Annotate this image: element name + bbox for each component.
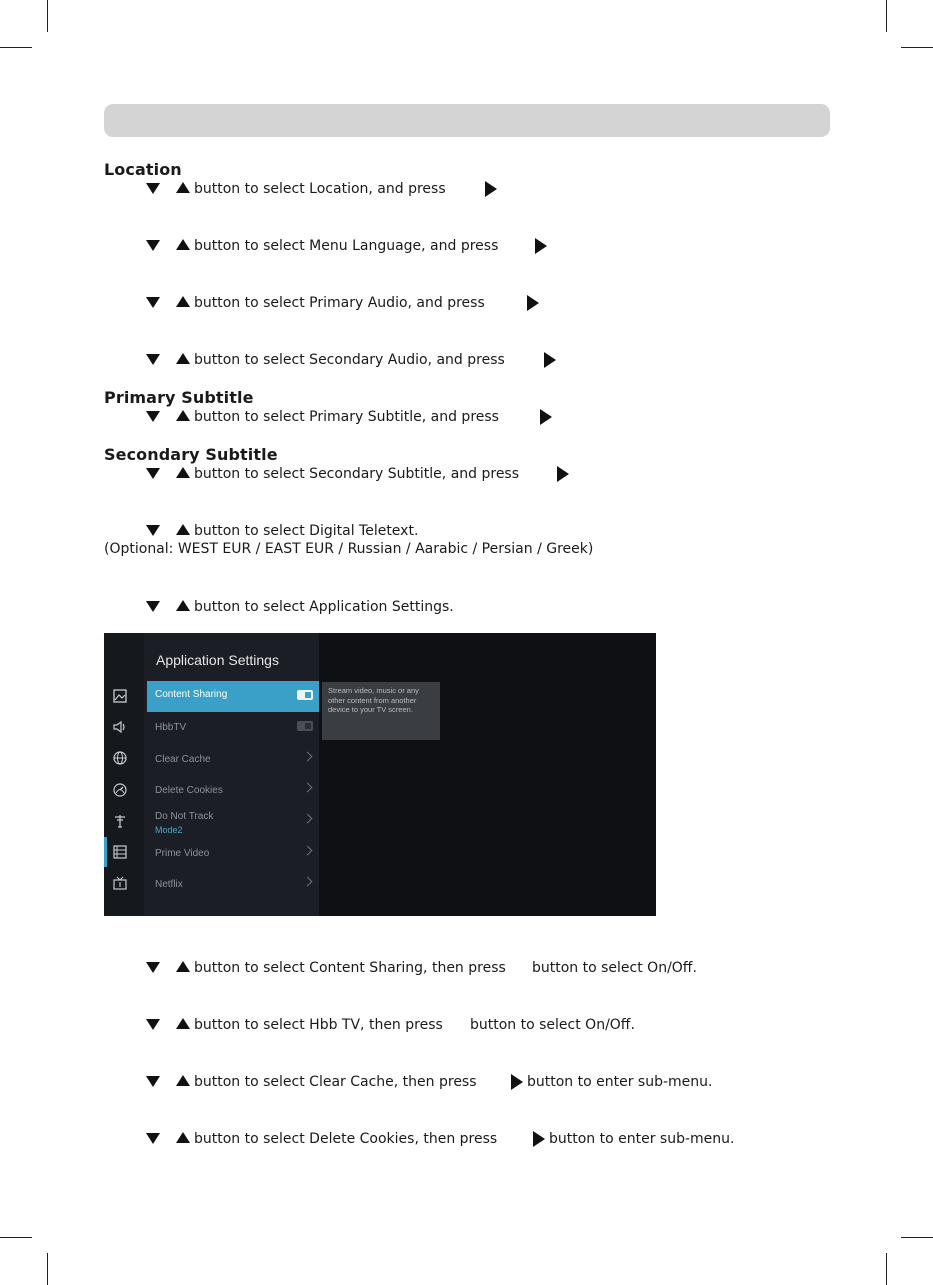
right-arrow-icon	[544, 352, 556, 368]
clear-cache-instruction: button to select Clear Cache, then press button to enter sub-menu.	[146, 1072, 477, 1092]
down-arrow-icon	[146, 1019, 160, 1030]
down-arrow-icon	[146, 601, 160, 612]
down-arrow-icon	[146, 411, 160, 422]
up-arrow-icon	[176, 182, 190, 193]
delete-cookies-instruction: button to select Delete Cookies, then press button to enter sub-menu.	[146, 1129, 497, 1149]
down-arrow-icon	[146, 468, 160, 479]
up-arrow-icon	[176, 239, 190, 250]
crop-mark	[47, 0, 48, 32]
crop-mark	[886, 1253, 887, 1285]
down-arrow-icon	[146, 1133, 160, 1144]
primary-subtitle-heading: Primary Subtitle	[104, 388, 254, 407]
tv-item-do-not-track[interactable]: Do Not Track Mode2	[147, 806, 319, 837]
hbb-tv-instruction: button to select Hbb TV, then press button to select On/Off.	[146, 1015, 443, 1035]
location-heading: Location	[104, 160, 182, 179]
location-instruction: button to select Location, and press	[146, 179, 446, 199]
right-arrow-icon	[511, 1074, 523, 1090]
down-arrow-icon	[146, 962, 160, 973]
right-arrow-icon	[527, 295, 539, 311]
tv-item-content-sharing[interactable]: Content Sharing	[147, 681, 319, 712]
crop-mark	[886, 0, 887, 32]
right-arrow-icon	[540, 409, 552, 425]
down-arrow-icon	[146, 297, 160, 308]
tv-item-prime-video[interactable]: Prime Video	[147, 838, 319, 869]
crop-mark	[901, 47, 933, 48]
up-arrow-icon	[176, 1018, 190, 1029]
toggle-off-icon[interactable]	[297, 721, 313, 731]
tv-item-netflix[interactable]: Netflix	[147, 869, 319, 900]
up-arrow-icon	[176, 524, 190, 535]
crop-mark	[47, 1253, 48, 1285]
channel-icon	[111, 874, 129, 892]
crop-mark	[0, 47, 32, 48]
secondary-subtitle-instruction: button to select Secondary Subtitle, and press	[146, 464, 519, 484]
chevron-right-icon	[303, 783, 313, 793]
down-arrow-icon	[146, 183, 160, 194]
tv-menu-title: Application Settings	[156, 652, 279, 668]
tv-sidebar-active-indicator	[104, 837, 107, 867]
tv-item-clear-cache[interactable]: Clear Cache	[147, 744, 319, 775]
down-arrow-icon	[146, 525, 160, 536]
content-sharing-instruction: button to select Content Sharing, then press button to select On/Off.	[146, 958, 506, 978]
chevron-right-icon	[303, 752, 313, 762]
section-header-bar	[104, 104, 830, 137]
tv-screenshot	[104, 633, 656, 916]
up-arrow-icon	[176, 600, 190, 611]
up-arrow-icon	[176, 410, 190, 421]
right-arrow-icon	[557, 466, 569, 482]
up-arrow-icon	[176, 1075, 190, 1086]
tv-help-tooltip: Stream video, music or any other content from another device to your TV screen.	[322, 682, 440, 740]
tv-item-delete-cookies[interactable]: Delete Cookies	[147, 775, 319, 806]
up-arrow-icon	[176, 353, 190, 364]
primary-subtitle-instruction: button to select Primary Subtitle, and press	[146, 407, 499, 427]
chevron-right-icon	[303, 877, 313, 887]
down-arrow-icon	[146, 1076, 160, 1087]
right-arrow-icon	[535, 238, 547, 254]
apps-icon	[111, 843, 129, 861]
toggle-on-icon[interactable]	[297, 690, 313, 700]
digital-teletext-instruction: button to select Digital Teletext.	[146, 521, 418, 541]
up-arrow-icon	[176, 467, 190, 478]
picture-icon	[111, 687, 129, 705]
primary-audio-instruction: button to select Primary Audio, and press	[146, 293, 485, 313]
network-icon	[111, 749, 129, 767]
tv-sidebar	[104, 633, 144, 916]
up-arrow-icon	[176, 296, 190, 307]
chevron-right-icon	[303, 814, 313, 824]
crop-mark	[0, 1237, 32, 1238]
application-settings-instruction: button to select Application Settings.	[146, 597, 454, 617]
secondary-subtitle-heading: Secondary Subtitle	[104, 445, 278, 464]
parental-icon	[111, 812, 129, 830]
tv-item-hbbtv[interactable]: HbbTV	[147, 712, 319, 743]
general-icon	[111, 781, 129, 799]
down-arrow-icon	[146, 240, 160, 251]
menu-language-instruction: button to select Menu Language, and press	[146, 236, 498, 256]
sound-icon	[111, 718, 129, 736]
crop-mark	[901, 1237, 933, 1238]
up-arrow-icon	[176, 1132, 190, 1143]
right-arrow-icon	[533, 1131, 545, 1147]
up-arrow-icon	[176, 961, 190, 972]
secondary-audio-instruction: button to select Secondary Audio, and press	[146, 350, 505, 370]
right-arrow-icon	[485, 181, 497, 197]
down-arrow-icon	[146, 354, 160, 365]
teletext-options-note: (Optional: WEST EUR / EAST EUR / Russian / Aarabic / Persian / Greek)	[104, 541, 594, 557]
chevron-right-icon	[303, 846, 313, 856]
